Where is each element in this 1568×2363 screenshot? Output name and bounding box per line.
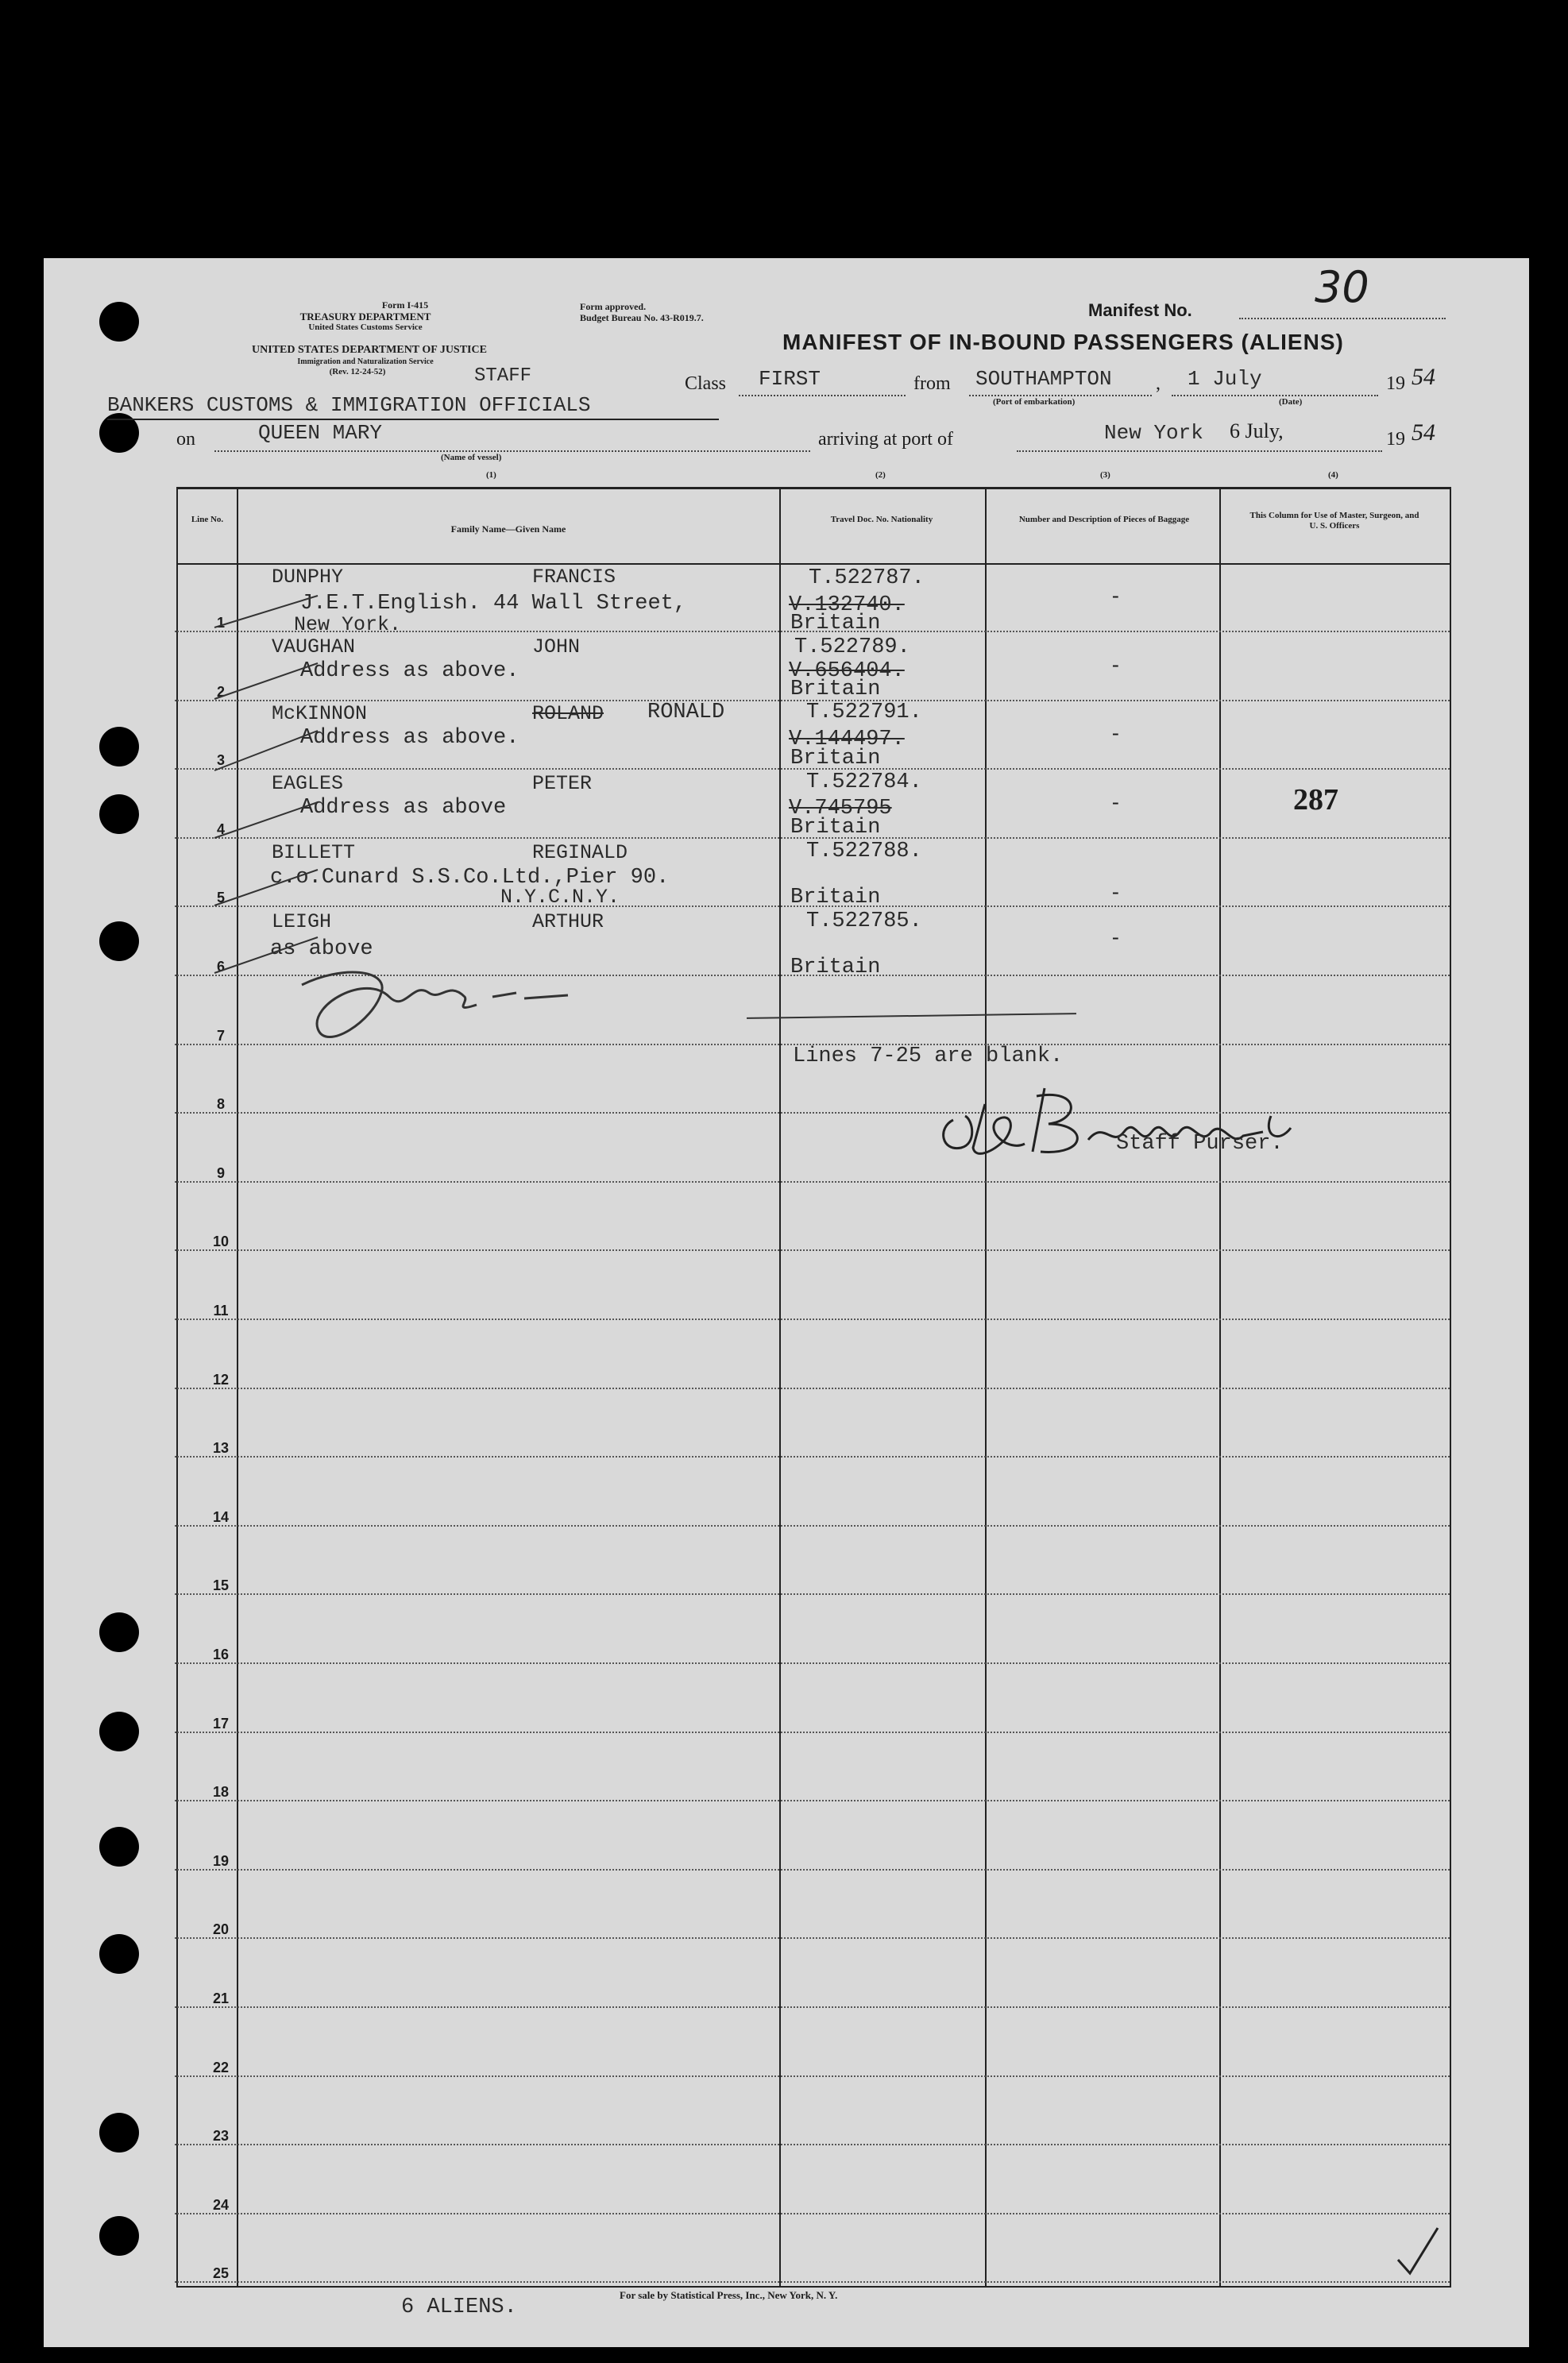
line-number: 21	[212, 1990, 230, 2006]
binder-hole	[99, 302, 139, 342]
entry-4-nation: Britain	[790, 816, 881, 840]
from-value: SOUTHAMPTON	[975, 367, 1112, 391]
entry-6-given: ARTHUR	[532, 910, 604, 933]
entry-4-doc-old: V.745795	[789, 797, 892, 820]
manifest-no-label: Manifest No.	[1088, 300, 1192, 320]
table-header-bottom	[176, 563, 1451, 565]
entry-5-family: BILLETT	[272, 841, 356, 864]
line-number: 22	[212, 2059, 230, 2075]
line-number: 6	[216, 959, 225, 975]
line-number: 9	[216, 1164, 225, 1181]
row-line	[175, 1181, 1450, 1183]
entry-3-address: Address as above.	[300, 726, 519, 750]
from-line	[969, 395, 1152, 396]
entry-3-doc-old: V.144497.	[789, 728, 905, 751]
date-line	[1172, 395, 1378, 396]
entry-5-given: REGINALD	[532, 841, 628, 864]
entry-1-address: J.E.T.English. 44 Wall Street,	[300, 592, 687, 616]
staff-purser: Staff Purser.	[1116, 1132, 1284, 1156]
row-line	[175, 1593, 1450, 1595]
manifest-no-line	[1239, 318, 1446, 319]
binder-hole	[99, 1934, 139, 1974]
revision: (Rev. 12-24-52)	[329, 367, 386, 376]
entry-3-given-struck: ROLAND	[532, 702, 604, 725]
class-label: Class	[685, 373, 727, 394]
entry-5-address-2: N.Y.C.N.Y.	[500, 886, 620, 909]
from-label: from	[913, 373, 951, 394]
line-number: 16	[212, 1647, 230, 1662]
budget-bureau: Budget Bureau No. 43-R019.7.	[580, 312, 704, 323]
manifest-no: 30	[1315, 262, 1369, 312]
vessel-caption: (Name of vessel)	[441, 453, 502, 462]
entry-3-doc: T.522791.	[806, 701, 922, 724]
line-number: 1	[216, 615, 225, 631]
header-officers: This Column for Use of Master, Surgeon, and U. S. Officers	[1249, 511, 1419, 531]
staff-label: STAFF	[474, 365, 532, 387]
row-line	[175, 2213, 1450, 2214]
vessel-name: QUEEN MARY	[258, 421, 383, 445]
row-line	[175, 1937, 1450, 1939]
line-number: 18	[212, 1784, 230, 1801]
binder-hole	[99, 2216, 139, 2256]
entry-2-baggage: -	[1112, 653, 1119, 676]
class-line	[739, 395, 906, 396]
header-travel-doc: Travel Doc. No. Nationality	[830, 515, 933, 524]
form-id: Form I-415	[381, 299, 429, 311]
entry-5-address: c.o.Cunard S.S.Co.Ltd.,Pier 90.	[270, 866, 670, 890]
inspector-signature	[294, 949, 596, 1068]
arrival-port: New York	[1104, 421, 1203, 445]
bankers-heading: BANKERS CUSTOMS & IMMIGRATION OFFICIALS	[107, 393, 591, 417]
line-number: 13	[212, 1440, 230, 1457]
entry-4-family: EAGLES	[272, 772, 344, 795]
line-number: 19	[212, 1852, 230, 1869]
binder-hole	[99, 921, 139, 961]
row-line	[175, 1249, 1450, 1251]
comma: ,	[1156, 373, 1161, 394]
line-number: 2	[216, 683, 225, 700]
line-number: 20	[212, 1921, 230, 1938]
row-line	[175, 1662, 1450, 1664]
line-number: 23	[212, 2128, 230, 2145]
entry-5-nation: Britain	[790, 886, 881, 909]
entry-4-address: Address as above	[300, 796, 507, 820]
customs-service: United States Customs Service	[308, 322, 423, 332]
line-number: 4	[216, 820, 225, 837]
entry-6-baggage: -	[1112, 925, 1119, 948]
col-3-number: (3)	[1100, 470, 1110, 480]
manifest-page	[44, 258, 1529, 2347]
row-line	[175, 2281, 1450, 2283]
entry-5-doc: T.522788.	[806, 840, 922, 863]
date-value: 1 July	[1188, 367, 1262, 391]
entry-1-baggage: -	[1112, 584, 1119, 607]
binder-hole	[99, 794, 139, 834]
entry-1-address-2: New York.	[294, 613, 402, 636]
row-line	[175, 2006, 1450, 2008]
year-prefix-2: 19	[1386, 429, 1405, 450]
entry-1-family: DUNPHY	[272, 566, 344, 589]
row-line	[175, 1319, 1450, 1320]
col-2-number: (2)	[875, 470, 886, 480]
binder-hole	[99, 1827, 139, 1867]
entry-2-address: Address as above.	[300, 659, 519, 683]
binder-hole	[99, 727, 139, 766]
entry-3-baggage: -	[1112, 721, 1119, 744]
entry-6-nation: Britain	[790, 956, 881, 979]
year-2: 54	[1412, 419, 1435, 446]
header-baggage: Number and Description of Pieces of Baggage	[1018, 515, 1190, 524]
binder-hole	[99, 2113, 139, 2153]
binder-hole	[99, 1612, 139, 1652]
entry-2-family: VAUGHAN	[272, 635, 356, 658]
table-top-border	[176, 487, 1451, 489]
blank-lines-note: Lines 7-25 are blank.	[793, 1044, 1064, 1068]
entry-1-given: FRANCIS	[532, 566, 616, 589]
entry-2-given: JOHN	[532, 635, 581, 658]
line-number: 7	[216, 1027, 225, 1044]
col-4-number: (4)	[1328, 470, 1338, 480]
arriving-label: arriving at port of	[818, 429, 953, 450]
col-1-number: (1)	[486, 470, 496, 480]
row-line	[175, 1525, 1450, 1527]
entry-2-doc: T.522789.	[794, 635, 910, 659]
on-label: on	[176, 429, 195, 450]
row-line	[175, 2075, 1450, 2077]
entry-2-nation: Britain	[790, 678, 881, 701]
date-caption: (Date)	[1279, 397, 1303, 407]
arrival-line	[1017, 450, 1382, 452]
line-number: 10	[212, 1234, 230, 1250]
treasury-department: TREASURY DEPARTMENT	[299, 311, 431, 322]
form-approved: Form approved.	[580, 301, 647, 312]
vessel-line	[214, 450, 810, 452]
entry-6-family: LEIGH	[272, 910, 332, 933]
year-prefix-1: 19	[1386, 373, 1405, 394]
row-line	[175, 1732, 1450, 1733]
entry-3-nation: Britain	[790, 747, 881, 770]
officer-note: 287	[1293, 783, 1338, 817]
printer-credit: For sale by Statistical Press, Inc., New York, N. Y.	[620, 2289, 838, 2301]
entry-2-doc-old: V.656404.	[789, 659, 905, 683]
check-mark-icon	[1394, 2224, 1442, 2280]
entry-6-address: as above	[270, 937, 373, 961]
year-1: 54	[1412, 364, 1435, 390]
entry-4-baggage: -	[1112, 790, 1119, 813]
header-line-no: Line No.	[191, 515, 224, 524]
arrival-date: 6 July,	[1230, 419, 1284, 442]
port-embark-caption: (Port of embarkation)	[993, 397, 1076, 407]
row-line	[175, 1456, 1450, 1458]
entry-3-family: McKINNON	[272, 702, 368, 725]
bankers-underline	[107, 419, 719, 420]
binder-hole	[99, 1712, 139, 1751]
entry-3-given: RONALD	[647, 701, 725, 724]
row-line	[175, 1869, 1450, 1871]
line-number: 14	[212, 1508, 230, 1525]
entry-1-doc: T.522787.	[809, 566, 925, 590]
line-number: 3	[216, 752, 225, 769]
line-number: 12	[212, 1371, 230, 1388]
line-number: 11	[213, 1303, 229, 1319]
entry-1-nation: Britain	[790, 612, 881, 635]
header-name: Family Name—Given Name	[450, 523, 566, 535]
entry-1-doc-old: V.132740.	[789, 593, 905, 617]
table-right-border	[1450, 487, 1451, 2288]
entry-4-doc: T.522784.	[806, 770, 922, 794]
entry-6-doc: T.522785.	[806, 909, 922, 933]
justice-department: UNITED STATES DEPARTMENT OF JUSTICE	[252, 344, 487, 356]
row-line	[175, 2144, 1450, 2145]
row-line	[175, 1388, 1450, 1389]
aliens-count: 6 ALIENS.	[401, 2295, 517, 2319]
line-number: 15	[212, 1577, 230, 1594]
ins-service: Immigration and Naturalization Service	[297, 357, 434, 366]
table-bottom-border	[176, 2286, 1451, 2288]
entry-4-given: PETER	[532, 772, 593, 795]
line-number: 24	[212, 2196, 230, 2213]
row-line	[175, 1800, 1450, 1801]
line-number: 8	[216, 1096, 225, 1113]
class-value: FIRST	[759, 367, 821, 391]
line-number: 25	[212, 2265, 230, 2282]
entry-5-baggage: -	[1112, 880, 1119, 903]
tally-marks	[199, 580, 532, 993]
manifest-title: MANIFEST OF IN-BOUND PASSENGERS (ALIENS)	[782, 330, 1344, 354]
line-number: 17	[212, 1715, 230, 1732]
line-number: 5	[216, 890, 225, 906]
